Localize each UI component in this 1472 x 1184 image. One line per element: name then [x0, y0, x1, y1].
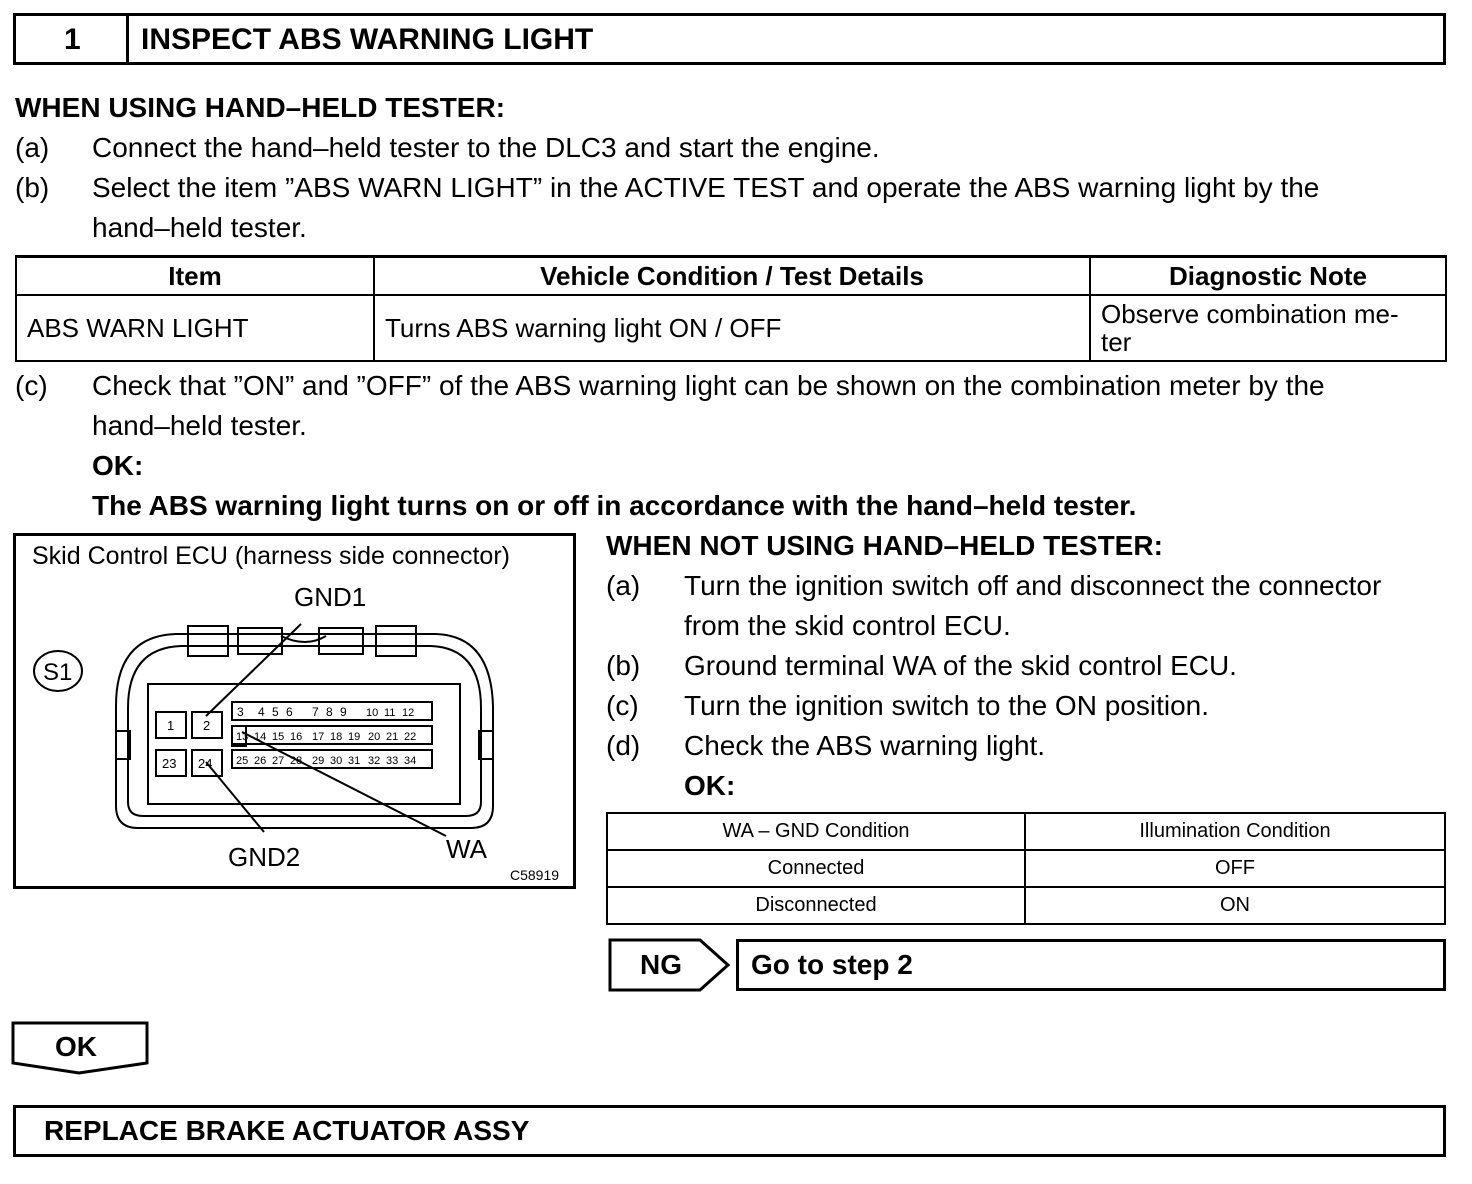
ng-target-box	[736, 939, 1446, 991]
step-a-text: Connect the hand–held tester to the DLC3 and start the engine.	[92, 132, 880, 163]
nt-step-d-text: Check the ABS warning light.	[684, 730, 1046, 761]
gnd2-label: GND2	[228, 842, 301, 872]
pin-label: 23	[162, 756, 177, 771]
condition-table	[606, 812, 1446, 925]
cell-item: ABS WARN LIGHT	[16, 295, 374, 361]
table-header-row	[16, 257, 1446, 296]
without-tester-heading: WHEN NOT USING HAND–HELD TESTER:	[606, 530, 1163, 561]
header-illumination: Illumination Condition	[1025, 813, 1445, 850]
gnd1-label: GND1	[294, 582, 367, 612]
pin-label: 18	[330, 731, 343, 743]
step-c-text-2: hand–held tester.	[92, 410, 307, 441]
pin-label: 11	[384, 707, 396, 719]
connector-diagram	[13, 533, 576, 889]
pin-label: 19	[348, 731, 361, 743]
cell-wa-gnd: Connected	[607, 850, 1025, 887]
cell-illumination: ON	[1025, 887, 1445, 924]
nt-ok-label: OK:	[684, 770, 736, 801]
ng-target-text: Go to step 2	[751, 949, 913, 980]
pin-label: 2	[203, 718, 211, 733]
pin-label: 3	[237, 705, 244, 719]
pin-label: 13	[236, 731, 249, 743]
pin-label: 17	[312, 731, 325, 743]
pin-label: 28	[290, 755, 303, 767]
pin-label: 8	[326, 705, 333, 719]
pin-label: 29	[312, 755, 325, 767]
step-b-text-2: hand–held tester.	[92, 212, 307, 243]
pin-label: 1	[167, 718, 175, 733]
table-row	[16, 295, 1446, 361]
pin-label: 21	[386, 731, 399, 743]
step-c-label: (c)	[15, 370, 48, 401]
nt-step-a-text-1: Turn the ignition switch off and disconnect the connector	[684, 570, 1382, 601]
pin-label: 10	[366, 707, 379, 719]
pin-label: 5	[272, 705, 279, 719]
nt-step-a-text-2: from the skid control ECU.	[684, 610, 1011, 641]
pin-label: 20	[368, 731, 381, 743]
nt-step-d-label: (d)	[606, 730, 641, 761]
header-item: Item	[16, 257, 374, 296]
step-number: 1	[64, 23, 81, 56]
pin-label: 31	[348, 755, 361, 767]
cell-illumination: OFF	[1025, 850, 1445, 887]
pin-label: 15	[272, 731, 285, 743]
header-note: Diagnostic Note	[1090, 257, 1446, 296]
cell-note: Observe combination me- ter	[1090, 295, 1446, 361]
pin-label: 7	[312, 705, 319, 719]
pin-label: 34	[404, 755, 417, 767]
pin-label: 16	[290, 731, 303, 743]
table-row	[607, 850, 1445, 887]
step-b-text-1: Select the item ”ABS WARN LIGHT” in the ACTIVE TEST and operate the ABS warning light by the	[92, 172, 1320, 203]
pin-label: 22	[404, 731, 417, 743]
pin-label: 33	[386, 755, 399, 767]
pin-label: 26	[254, 755, 267, 767]
step-header	[13, 13, 1446, 65]
active-test-table	[15, 255, 1447, 362]
step-c-text-1: Check that ”ON” and ”OFF” of the ABS warning light can be shown on the combination meter by the	[92, 370, 1325, 401]
pin-label: 24	[198, 756, 213, 771]
pin-label: 6	[286, 705, 293, 719]
table-row	[607, 887, 1445, 924]
pin-label: 32	[368, 755, 381, 767]
header-wa-gnd: WA – GND Condition	[607, 813, 1025, 850]
pin-label: 27	[272, 755, 285, 767]
pin-label: 25	[236, 755, 249, 767]
ok-flow-label: OK	[55, 1031, 97, 1062]
ok-label: OK:	[92, 450, 144, 481]
connector-id: S1	[43, 659, 73, 686]
step-b-label: (b)	[15, 172, 50, 203]
next-step-box	[13, 1105, 1446, 1157]
cell-wa-gnd: Disconnected	[607, 887, 1025, 924]
pin-label: 14	[254, 731, 267, 743]
nt-step-b-text: Ground terminal WA of the skid control ECU.	[684, 650, 1237, 681]
pin-label: 4	[258, 705, 265, 719]
pin-label: 30	[330, 755, 343, 767]
ng-label: NG	[640, 949, 682, 980]
ok-result-text: The ABS warning light turns on or off in accordance with the hand–held tester.	[92, 490, 1137, 521]
header-condition: Vehicle Condition / Test Details	[374, 257, 1090, 296]
gnd2-leader	[206, 762, 264, 832]
diagram-title: Skid Control ECU (harness side connector)	[32, 542, 510, 570]
diagram-code: C58919	[510, 867, 560, 883]
nt-step-b-label: (b)	[606, 650, 641, 681]
pin-label: 12	[402, 707, 415, 719]
step-a-label: (a)	[15, 132, 50, 163]
with-tester-heading: WHEN USING HAND–HELD TESTER:	[15, 92, 506, 123]
wa-label: WA	[446, 834, 487, 864]
nt-step-c-label: (c)	[606, 690, 639, 721]
connector-drawing	[16, 566, 573, 886]
nt-step-a-label: (a)	[606, 570, 641, 601]
nt-step-c-text: Turn the ignition switch to the ON position.	[684, 690, 1209, 721]
cell-condition: Turns ABS warning light ON / OFF	[374, 295, 1090, 361]
step-title: INSPECT ABS WARNING LIGHT	[141, 23, 594, 56]
pin-label: 9	[340, 705, 347, 719]
table-header-row	[607, 813, 1445, 850]
next-step-title: REPLACE BRAKE ACTUATOR ASSY	[44, 1115, 530, 1146]
wa-leader	[242, 732, 446, 836]
